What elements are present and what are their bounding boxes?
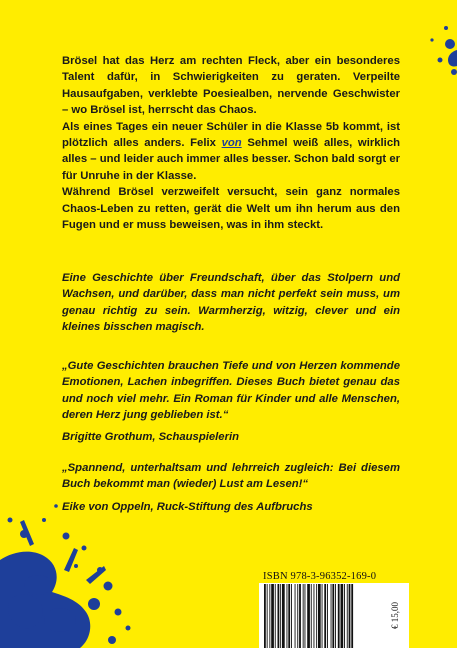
barcode-bar xyxy=(318,584,321,648)
barcode-bar xyxy=(351,584,353,648)
isbn-number: ISBN 978-3-96352-169-0 xyxy=(263,571,377,582)
quote-text: „Gute Geschichten brauchen Tiefe und von Herzen kommende Emotionen, Lachen inbegriffen. Dieses Buch bietet genau das und noch viel mehr. Ein Roman für Kinder und alle Menschen, deren Herz jung geblieben ist.“ xyxy=(62,360,400,422)
price-label: € 15,00 xyxy=(390,602,400,630)
synopsis-paragraph-1: Brösel hat das Herz am rechten Fleck, aber ein besonderes Talent dafür, in Schwierigkeiten zu geraten. Verpeilte Hausaufgaben, verklebte Poesiealben, nervende Geschwister – wo Brösel ist, herrscht das Chaos. xyxy=(62,55,400,117)
barcode-bar xyxy=(305,584,306,648)
barcode-bar xyxy=(264,584,266,648)
synopsis-paragraph-3: Während Brösel verzweifelt versucht, sein ganz normales Chaos-Leben zu retten, gerät die Welt um ihn herum aus den Fugen und er muss beweisen, was in ihm steckt. xyxy=(62,186,400,232)
barcode-bar xyxy=(347,584,348,648)
barcode-bar xyxy=(307,584,310,648)
barcode-bar xyxy=(327,584,328,648)
barcode-bar xyxy=(278,584,280,648)
quote-author: Brigitte Grothum, Schauspielerin xyxy=(62,430,240,443)
emphasized-von: von xyxy=(221,137,242,150)
quote-author: Eike von Oppeln, Ruck-Stiftung des Aufbruchs xyxy=(62,500,313,513)
barcode-bar xyxy=(314,584,315,648)
barcode-bar xyxy=(322,584,323,648)
barcode-bar xyxy=(297,584,298,648)
synopsis-paragraph-2: Als eines Tages ein neuer Schüler in die Klasse 5b kommt, ist plötzlich alles anders. Felix von Sehmel weiß alles, wirklich alles – und leider auch immer alles besser. Schon bald sorgt er für Unruhe in der Klasse. xyxy=(62,120,400,182)
barcode-bar xyxy=(324,584,326,648)
barcode-bar xyxy=(288,584,290,648)
barcode-bar xyxy=(311,584,312,648)
barcode-bar xyxy=(338,584,340,648)
barcode-bar xyxy=(267,584,268,648)
barcode-bar xyxy=(275,584,276,648)
quote-text: „Spannend, unterhaltsam und lehrreich zugleich: Bei diesem Buch bekommt man (wieder) Lust am Lesen!“ xyxy=(62,462,400,491)
barcode-bar xyxy=(316,584,317,648)
barcode-bar xyxy=(269,584,270,648)
barcode-bar xyxy=(331,584,332,648)
barcode-bar xyxy=(295,584,296,648)
barcode-bar xyxy=(287,584,288,648)
barcode-bar xyxy=(299,584,301,648)
barcode-bar xyxy=(282,584,285,648)
barcode-bar xyxy=(280,584,281,648)
barcode-bar xyxy=(271,584,274,648)
synopsis-text xyxy=(62,53,400,233)
review-quote-1 xyxy=(62,358,400,445)
barcode-image xyxy=(263,584,383,648)
barcode-bar xyxy=(349,584,351,648)
summary-text: Eine Geschichte über Freundschaft, über das Stolpern und Wachsen, und darüber, dass man nicht perfekt sein muss, um genau richtig zu sein. Warmherzig, witzig, clever und ein kleines bisschen magisch. xyxy=(62,272,400,334)
barcode-bar xyxy=(291,584,292,648)
barcode-bar xyxy=(332,584,334,648)
barcode-bar xyxy=(344,584,345,648)
barcode-bar xyxy=(341,584,344,648)
barcode-bar xyxy=(335,584,336,648)
review-quote-2 xyxy=(62,460,400,515)
barcode-bar xyxy=(303,584,304,648)
